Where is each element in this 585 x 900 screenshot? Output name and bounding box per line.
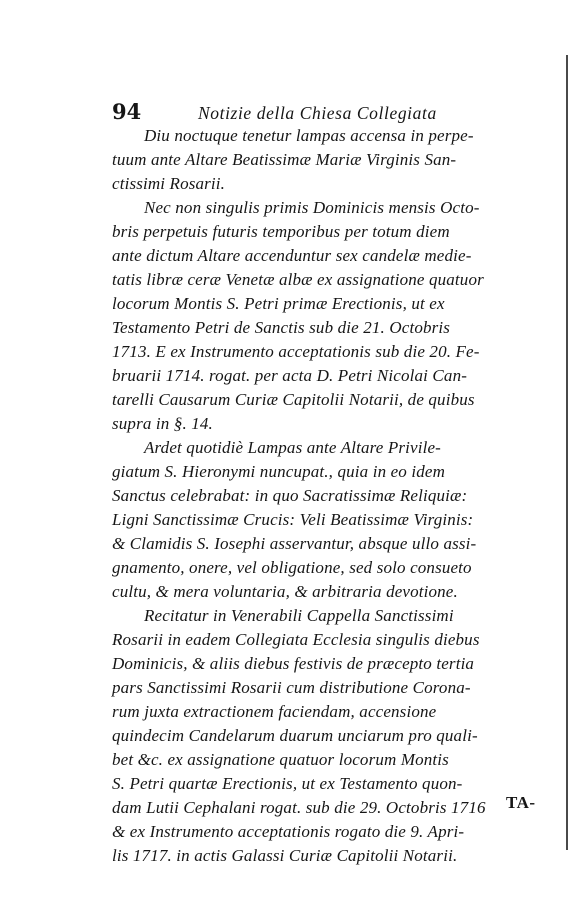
text-line: dam Lutii Cephalani rogat. sub die 29. Octobris 1716 <box>112 798 486 817</box>
text-line: giatum S. Hieronymi nuncupat., quia in eo idem <box>112 462 446 481</box>
running-head <box>112 100 542 124</box>
catchword: TA- <box>506 793 536 812</box>
body-text <box>112 124 542 868</box>
text-line: cultu, & mera voluntaria, & arbitraria devotione. <box>112 582 458 601</box>
text-line: locorum Montis S. Petri primæ Erectionis, ut ex <box>112 294 445 313</box>
text-line: bruarii 1714. rogat. per acta D. Petri Nicolai Can- <box>112 366 468 385</box>
text-line: pars Sanctissimi Rosarii cum distributione Corona- <box>112 678 471 697</box>
text-line: bris perpetuis futuris temporibus per totum diem <box>112 222 450 241</box>
paragraph <box>112 124 542 196</box>
text-line: Dominicis, & aliis diebus festivis de præcepto tertia <box>112 654 475 673</box>
text-line: Ligni Sanctissimæ Crucis: Veli Beatissimæ Virginis: <box>112 510 474 529</box>
text-line: lis 1717. in actis Galassi Curiæ Capitolii Notarii. <box>112 846 458 865</box>
page-edge-line <box>566 55 568 850</box>
text-line: & ex Instrumento acceptationis rogato die 9. Apri- <box>112 822 465 841</box>
text-line: tarelli Causarum Curiæ Capitolii Notarii, de quibus <box>112 390 475 409</box>
text-line: 1713. E ex Instrumento acceptationis sub die 20. Fe- <box>112 342 480 361</box>
text-line: tatis libræ ceræ Venetæ albæ ex assignatione quatuor <box>112 270 484 289</box>
page-number: 94 <box>112 99 142 124</box>
text-line: quindecim Candelarum duarum unciarum pro quali- <box>112 726 478 745</box>
text-line: Recitatur in Venerabili Cappella Sanctissimi <box>144 606 454 625</box>
text-line: Nec non singulis primis Dominicis mensis Octo- <box>144 198 480 217</box>
text-line: Sanctus celebrabat: in quo Sacratissimæ Reliquiæ: <box>112 486 468 505</box>
text-line: Testamento Petri de Sanctis sub die 21. Octobris <box>112 318 451 337</box>
text-line: gnamento, onere, vel obligatione, sed solo consueto <box>112 558 472 577</box>
text-line: S. Petri quartæ Erectionis, ut ex Testamento quon- <box>112 774 463 793</box>
paragraph <box>112 196 542 436</box>
paragraph <box>112 436 542 604</box>
text-line: rum juxta extractionem faciendam, accensione <box>112 702 437 721</box>
text-line: bet &c. ex assignatione quatuor locorum Montis <box>112 750 449 769</box>
text-line: supra in §. 14. <box>112 414 213 433</box>
text-line: tuum ante Altare Beatissimæ Mariæ Virginis San- <box>112 150 457 169</box>
paragraph <box>112 604 542 868</box>
text-line: & Clamidis S. Iosephi asservantur, absque ullo assi- <box>112 534 477 553</box>
text-line: ante dictum Altare accenduntur sex candelæ medie- <box>112 246 472 265</box>
text-line: Diu noctuque tenetur lampas accensa in perpe- <box>144 126 474 145</box>
text-line: Ardet quotidiè Lampas ante Altare Privile- <box>144 438 441 457</box>
text-line: Rosarii in eadem Collegiata Ecclesia singulis diebus <box>112 630 480 649</box>
text-line: ctissimi Rosarii. <box>112 174 226 193</box>
running-title: Notizie della Chiesa Collegiata <box>198 103 437 123</box>
